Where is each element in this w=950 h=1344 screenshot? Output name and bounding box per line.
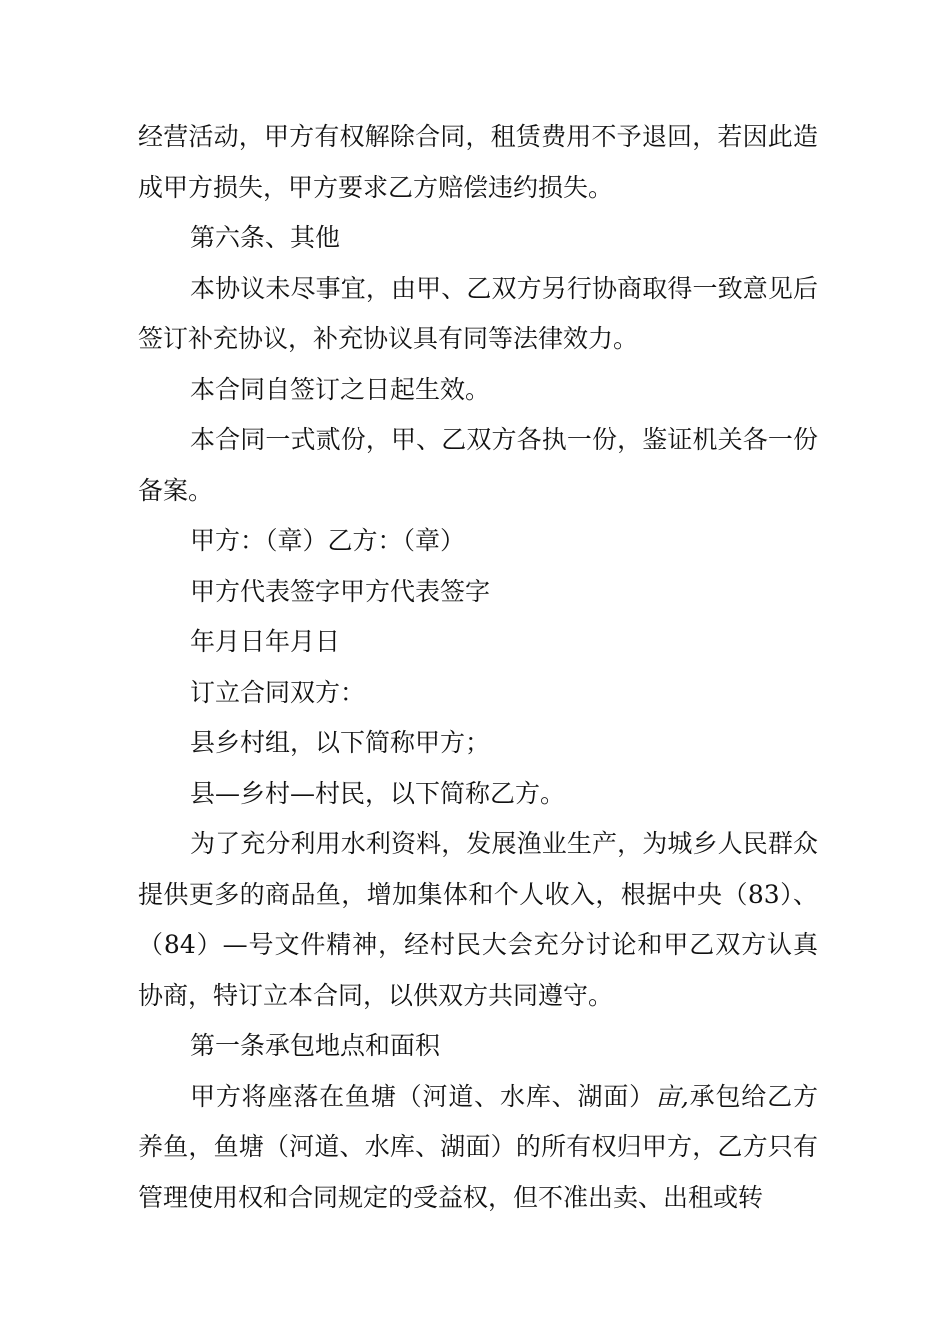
- paragraph-13: 第一条承包地点和面积: [190, 1031, 441, 1060]
- paragraph-14-part-1: 甲方将座落在鱼塘（河道、水库、湖面）: [190, 1081, 656, 1111]
- paragraph-14: [138, 1072, 818, 1224]
- paragraph-8: 年月日年月日: [190, 627, 341, 656]
- paragraph-1: 经营活动，甲方有权解除合同，租赁费用不予退回，若因此造成甲方损失，甲方要求乙方赔偿违约损失。: [138, 122, 818, 202]
- paragraph-14-italic-unit: 亩,: [655, 1081, 689, 1111]
- paragraph-3: 本协议未尽事宜，由甲、乙双方另行协商取得一致意见后签订补充协议，补充协议具有同等法律效力。: [138, 273, 818, 353]
- document-body: [138, 112, 818, 1223]
- paragraph-6: 甲方：（章）乙方：（章）: [190, 526, 466, 555]
- paragraph-11: 县—乡村—村民，以下简称乙方。: [190, 778, 566, 808]
- paragraph-14-part-3: 承包给乙方养鱼，鱼塘（河道、水库、湖面）的所有权归甲方，乙方只有管理使用权和合同规定的受益权，但不准出卖、出租或转: [138, 1081, 818, 1212]
- paragraph-2: 第六条、其他: [190, 223, 341, 252]
- paragraph-4: 本合同自签订之日起生效。: [190, 374, 491, 404]
- paragraph-9: 订立合同双方：: [190, 677, 366, 707]
- paragraph-10: 县乡村组，以下简称甲方；: [190, 728, 491, 757]
- paragraph-7: 甲方代表签字甲方代表签字: [190, 576, 491, 606]
- paragraph-12: 为了充分利用水利资料，发展渔业生产，为城乡人民群众提供更多的商品鱼，增加集体和个人收入，根据中央（83）、（84）—号文件精神，经村民大会充分讨论和甲乙双方认真协商，特订立本合同，以供双方共同遵守。: [138, 829, 818, 1010]
- paragraph-5: 本合同一式贰份，甲、乙双方各执一份，鉴证机关各一份备案。: [138, 425, 818, 505]
